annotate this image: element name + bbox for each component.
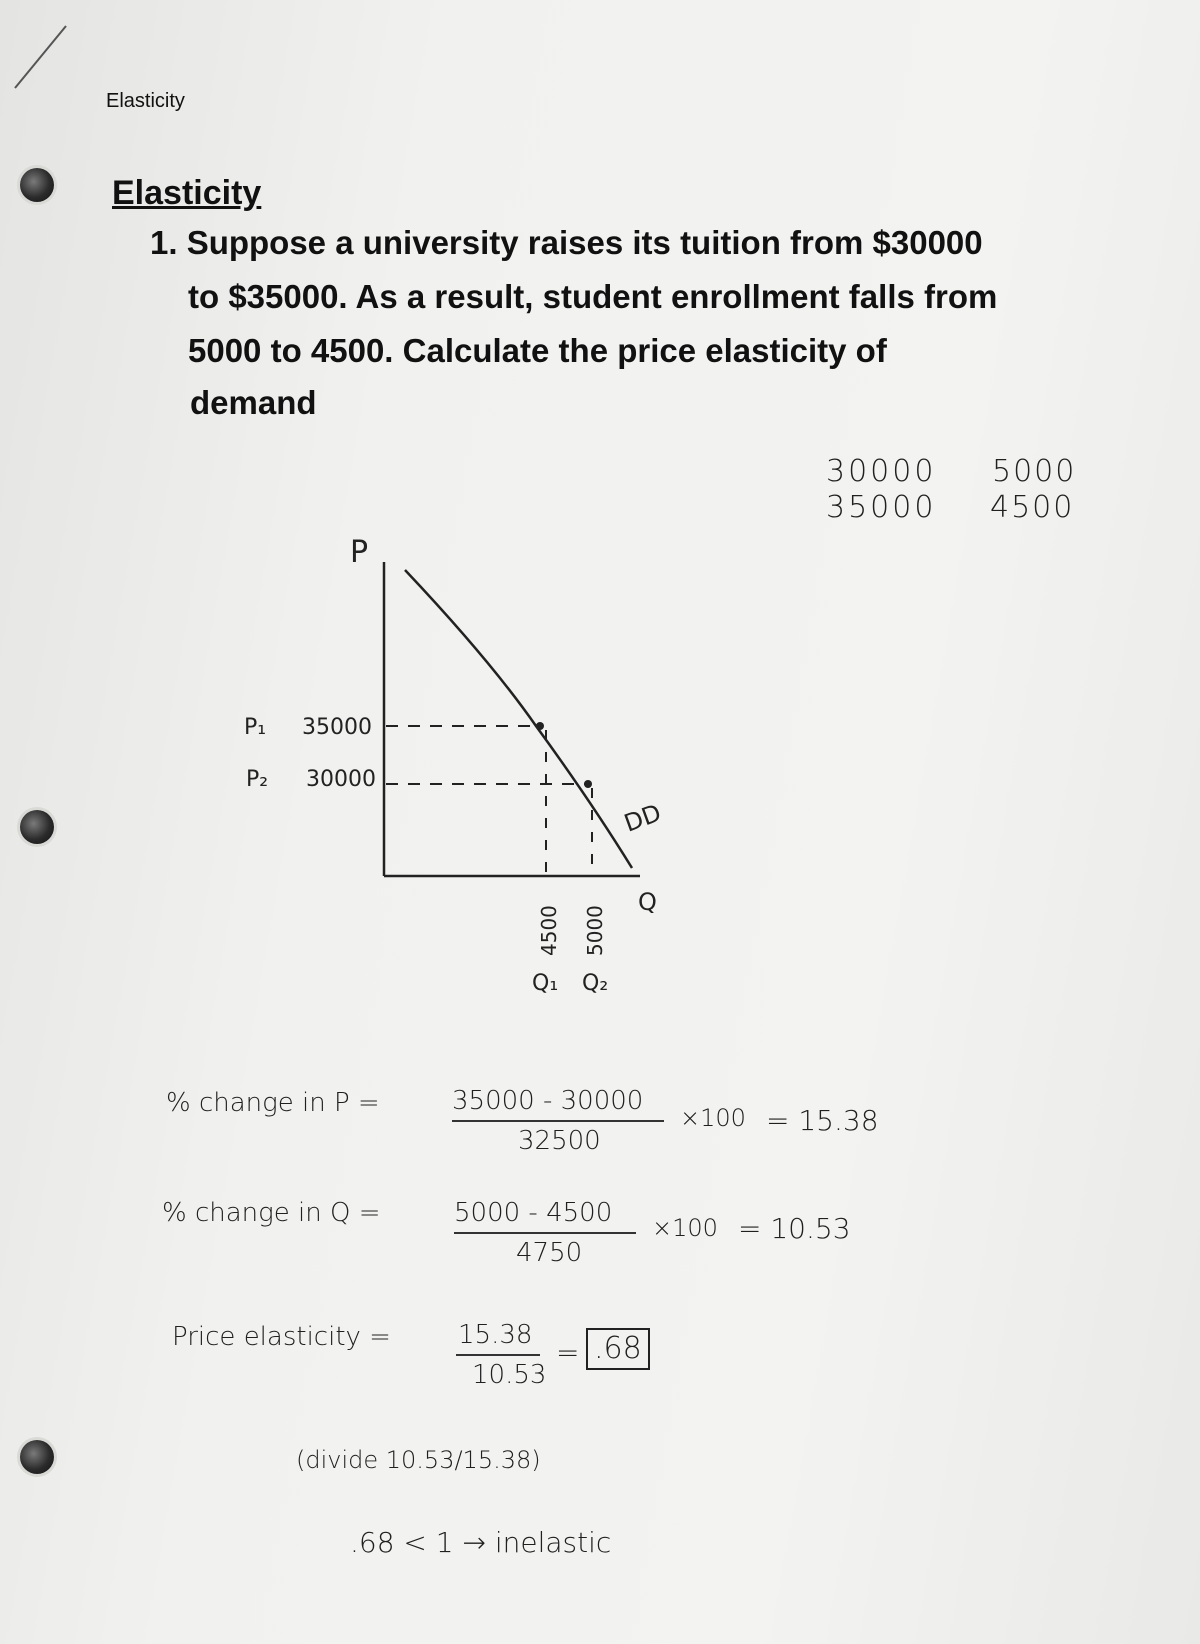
- question-line-1: 1. Suppose a university raises its tuition from $30000: [150, 224, 983, 261]
- pct-change-p-fraction-bar: [452, 1120, 664, 1122]
- pct-change-p-result: = 15.38: [766, 1104, 879, 1137]
- question-line-4: demand: [190, 384, 317, 421]
- q1-label: Q₁: [532, 971, 559, 996]
- point-p2: [584, 780, 592, 788]
- question-line-2: to $35000. As a result, student enrollment falls from: [188, 278, 998, 315]
- x-axis-label: Q: [638, 888, 657, 916]
- p1-value: 35000: [302, 715, 372, 740]
- price-after: 35000: [826, 490, 937, 525]
- price-elasticity-equals: =: [556, 1336, 580, 1369]
- price-before: 30000: [826, 454, 937, 489]
- corner-pencil-mark: [0, 0, 80, 100]
- pct-change-q-label: % change in Q =: [162, 1198, 381, 1228]
- pct-change-q-multiplier: ×100: [652, 1214, 718, 1242]
- p1-label: P₁: [244, 715, 267, 740]
- q2-value: 5000: [583, 905, 607, 956]
- point-p1: [536, 722, 544, 730]
- quantity-before: 5000: [992, 454, 1077, 489]
- demand-graph: [230, 530, 690, 1010]
- p2-label: P₂: [246, 767, 269, 792]
- pct-change-q-result: = 10.53: [738, 1212, 851, 1245]
- pct-change-q-numerator: 5000 - 4500: [454, 1198, 613, 1228]
- question-line-3: 5000 to 4500. Calculate the price elasticity of: [188, 332, 887, 369]
- pct-change-p-label: % change in P =: [166, 1088, 380, 1118]
- price-elasticity-label: Price elasticity =: [172, 1322, 391, 1352]
- pct-change-p-numerator: 35000 - 30000: [452, 1086, 644, 1116]
- price-elasticity-numerator: 15.38: [458, 1320, 533, 1350]
- binder-hole-bottom: [20, 1440, 54, 1474]
- pct-change-q-denominator: 4750: [516, 1238, 583, 1268]
- price-elasticity-fraction-bar: [456, 1354, 540, 1356]
- pct-change-p-multiplier: ×100: [680, 1104, 746, 1132]
- q2-label: Q₂: [582, 971, 609, 996]
- price-elasticity-answer-box: .68: [586, 1328, 650, 1370]
- curve-label: DD: [620, 798, 665, 838]
- pct-change-p-denominator: 32500: [518, 1126, 601, 1156]
- pct-change-q-fraction-bar: [454, 1232, 636, 1234]
- division-note: (divide 10.53/15.38): [296, 1446, 541, 1474]
- binder-hole-top: [20, 168, 54, 202]
- y-axis-label: P: [350, 535, 369, 570]
- q1-value: 4500: [537, 905, 561, 956]
- running-title: Elasticity: [106, 90, 185, 112]
- quantity-after: 4500: [990, 490, 1075, 525]
- section-heading: Elasticity: [112, 174, 262, 212]
- binder-hole-middle: [20, 810, 54, 844]
- demand-curve: [405, 570, 632, 868]
- p2-value: 30000: [306, 767, 376, 792]
- elasticity-conclusion: .68 < 1 → inelastic: [350, 1526, 612, 1559]
- price-elasticity-denominator: 10.53: [472, 1360, 547, 1390]
